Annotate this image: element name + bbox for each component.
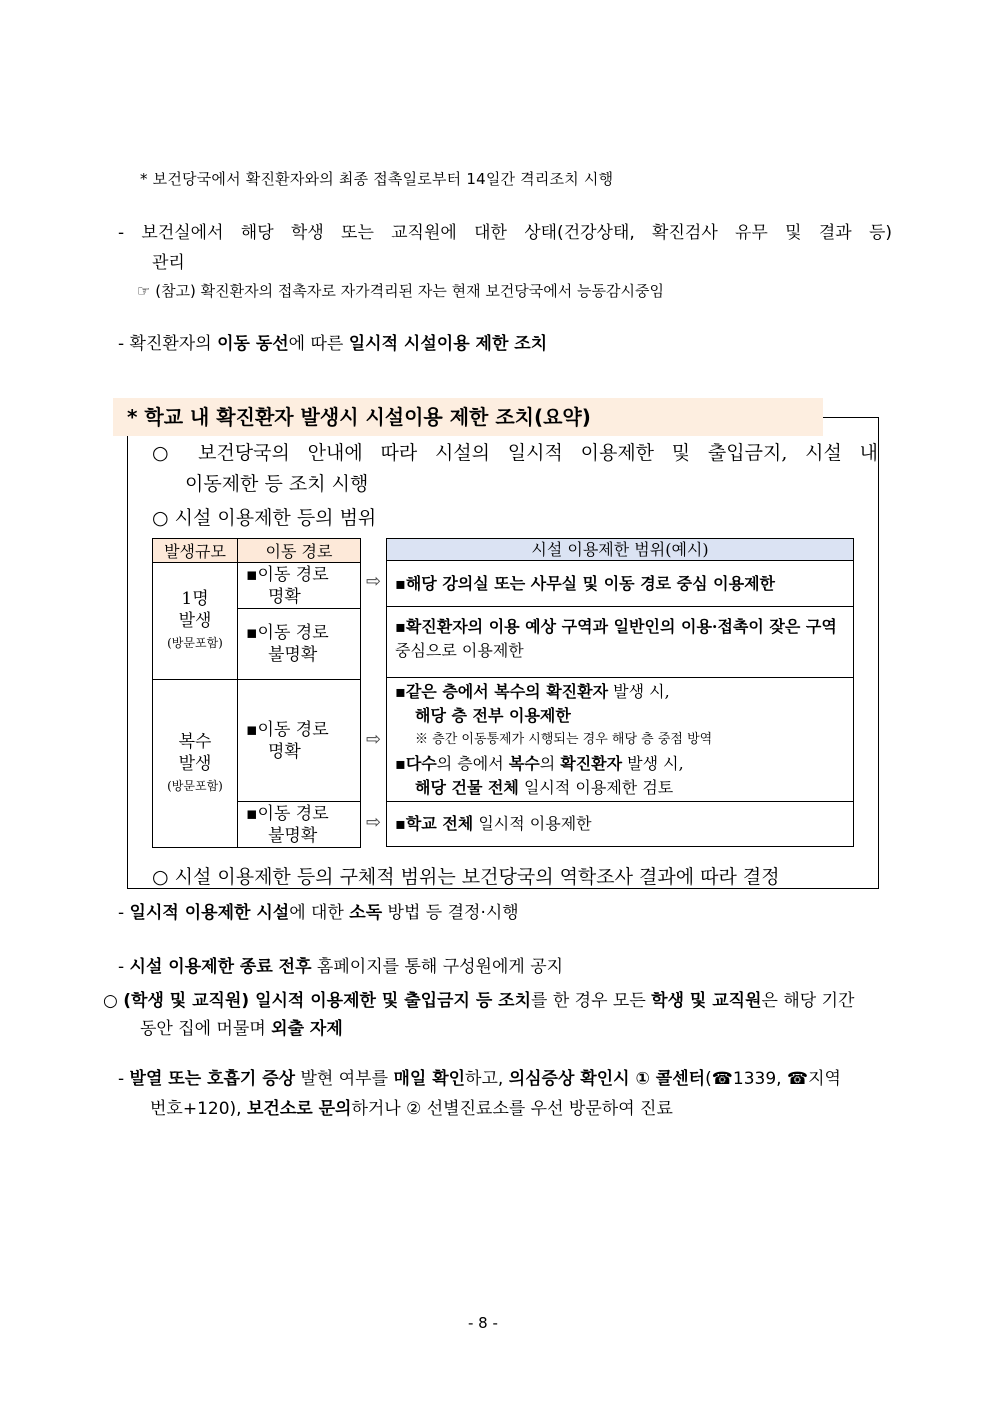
- summary-point-2: ○ 시설 이용제한 등의 범위: [152, 507, 377, 529]
- range-cell-1: ▪해당 강의실 또는 사무실 및 이동 경로 중심 이용제한: [386, 560, 854, 607]
- arrow-icon: ⇨: [366, 812, 382, 833]
- stay-home-line-cont: 동안 집에 머물며 외출 자제: [140, 1019, 343, 1039]
- route-clear-2: ▪이동 경로 명확: [238, 680, 361, 802]
- header-scale: 발생규모: [153, 539, 238, 563]
- range-cell-2: ▪확진환자의 이용 예상 구역과 일반인의 이용·접촉이 잦은 구역 중심으로 이용제한: [386, 606, 854, 678]
- summary-point-3: ○ 시설 이용제한 등의 구체적 범위는 보건당국의 역학조사 결과에 따라 결정: [152, 866, 780, 888]
- range-cell-3: ▪같은 층에서 복수의 확진환자 발생 시, 해당 층 전부 이용제한 ※ 층간 이동통제가 시행되는 경우 해당 층 중점 방역 ▪다수의 층에서 복수의 확진환자 발생 시, 해당 건물 전체 일시적 이용제한 검토: [386, 677, 854, 802]
- range-cell-4: ▪학교 전체 일시적 이용제한: [386, 801, 854, 847]
- summary-point-1: ○ 보건당국의 안내에 따라 시설의 일시적 이용제한 및 출입금지, 시설 내: [152, 442, 878, 464]
- disinfection-line: - 일시적 이용제한 시설에 대한 소독 방법 등 결정·시행: [118, 903, 519, 923]
- page-number: - 8 -: [468, 1314, 498, 1332]
- route-unclear-1: ▪이동 경로 불명확: [238, 609, 361, 680]
- restriction-table-left: [152, 538, 361, 848]
- route-restriction-line: - 확진환자의 이동 동선에 따른 일시적 시설이용 제한 조치: [118, 334, 548, 354]
- stay-home-line: ○ (학생 및 교직원) 일시적 이용제한 및 출입금지 등 조치를 한 경우 모든 학생 및 교직원은 해당 기간: [103, 991, 855, 1011]
- summary-point-1-cont: 이동제한 등 조치 시행: [185, 473, 369, 495]
- health-room-line: - 보건실에서 해당 학생 또는 교직원에 대한 상태(건강상태, 확진검사 유무 및 결과 등): [118, 223, 892, 243]
- isolation-note: * 보건당국에서 확진환자와의 최종 접촉일로부터 14일간 격리조치 시행: [140, 170, 614, 188]
- reference-note: ☞ (참고) 확진환자의 접촉자로 자가격리된 자는 현재 보건당국에서 능동감시중임: [137, 282, 664, 300]
- header-range: 시설 이용제한 범위(예시): [386, 538, 854, 561]
- summary-title: * 학교 내 확진환자 발생시 시설이용 제한 조치(요약): [113, 398, 823, 436]
- health-room-line-cont: 관리: [152, 253, 185, 273]
- route-unclear-2: ▪이동 경로 불명확: [238, 802, 361, 848]
- route-clear-1: ▪이동 경로 명확: [238, 563, 361, 609]
- notice-line: - 시설 이용제한 종료 전후 홈페이지를 통해 구성원에게 공지: [118, 957, 564, 977]
- header-route: 이동 경로: [238, 539, 361, 563]
- arrow-icon: ⇨: [366, 571, 382, 592]
- group-single: 1명 발생 (방문포함): [153, 563, 238, 680]
- symptom-check-line: - 발열 또는 호흡기 증상 발현 여부를 매일 확인하고, 의심증상 확인시 ① 콜센터(☎1339, ☎지역: [118, 1069, 841, 1089]
- arrow-icon: ⇨: [366, 729, 382, 750]
- group-multiple: 복수 발생 (방문포함): [153, 680, 238, 848]
- symptom-check-line-cont: 번호+120), 보건소로 문의하거나 ② 선별진료소를 우선 방문하여 진료: [150, 1099, 673, 1119]
